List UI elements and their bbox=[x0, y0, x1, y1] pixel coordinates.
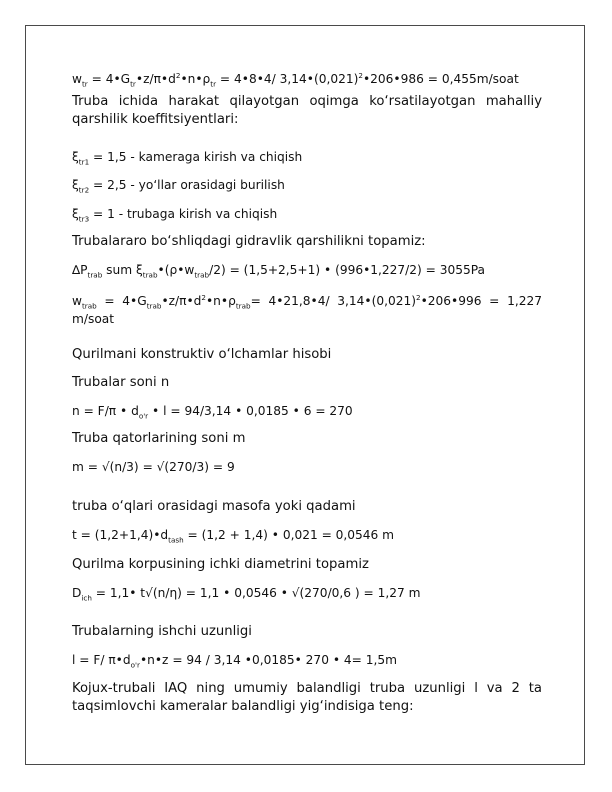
heading-step: truba o‘qlari orasidagi masofa yoki qadami bbox=[72, 499, 356, 514]
heading-hydraulic: Trubalararo bo‘shliqdagi gidravlik qarshilikni topamiz: bbox=[72, 234, 426, 249]
formula-l: l = F/ $\pi•d_{o'r}•n•z = 94 / 3,14$ •0,0185• 270 • 4= 1,5m bbox=[72, 653, 397, 670]
formula-delta-p: $\Delta P_{trab}$ sum $\xi_{trab}•(\rho•w_{trab}/2) = (1,5+2,5+1)$ • (996•1,227/2) = 3055Pa bbox=[72, 263, 486, 280]
formula-w-tr: $w_{tr}$ = $4•G_{tr}•z/\pi•d^2•n•\rho_{tr}$ = 4•8•4/ $3,14•(0,021)^2•206•986$ = 0,455m/soat bbox=[72, 70, 519, 89]
heading-calc: Qurilmani konstruktiv o‘lchamlar hisobi bbox=[72, 347, 332, 362]
heading-rows: Truba qatorlarining soni m bbox=[72, 431, 246, 446]
heading-length: Trubalarning ishchi uzunligi bbox=[72, 624, 252, 639]
formula-d: $D_{ich}$ = 1,1• t√(n/η) = 1,1 • 0,0546 • √(270/0,6 ) = 1,27 m bbox=[72, 586, 421, 603]
conclusion-paragraph: Kojux-trubali IAQ ning umumiy balandligi truba uzunligi l va 2 ta taqsimlovchi kameralar balandligi yig‘indisiga teng: bbox=[72, 681, 542, 714]
formula-w-trab: $w_{trab}$ = $4•G_{trab}•z/\pi•d^2•n•\rho_{trab}=$ 4•21,8•4/ $3,14•(0,021)^2•206•996 = 1,227$ m/soat bbox=[72, 292, 542, 326]
xi-3: $\xi_{tr3} = 1$ - trubaga kirish va chiqish bbox=[72, 207, 278, 224]
heading-resistance: Truba ichida harakat qilayotgan oqimga ko‘rsatilayotgan mahalliy qarshilik koeffitsiyentlari: bbox=[72, 94, 542, 127]
heading-count: Trubalar soni n bbox=[72, 375, 170, 390]
xi-2: $\xi_{tr2} = 2,5$ - yo‘llar orasidagi burilish bbox=[72, 178, 285, 195]
xi-1: $\xi_{tr1} = 1,5$ - kameraga kirish va chiqish bbox=[72, 150, 303, 167]
formula-m: m = √(n/3) = √(270/3) = 9 bbox=[72, 460, 235, 474]
formula-n: n = F/π • $d_{o'r}$ • l = 94/3,14 • 0,0185 • 6 = 270 bbox=[72, 404, 353, 421]
heading-diameter: Qurilma korpusining ichki diametrini topamiz bbox=[72, 557, 369, 572]
formula-t: $t = (1,2+1,4)•d_{tash} = (1,2 + 1,4)$ • 0,021 = 0,0546 m bbox=[72, 528, 395, 545]
